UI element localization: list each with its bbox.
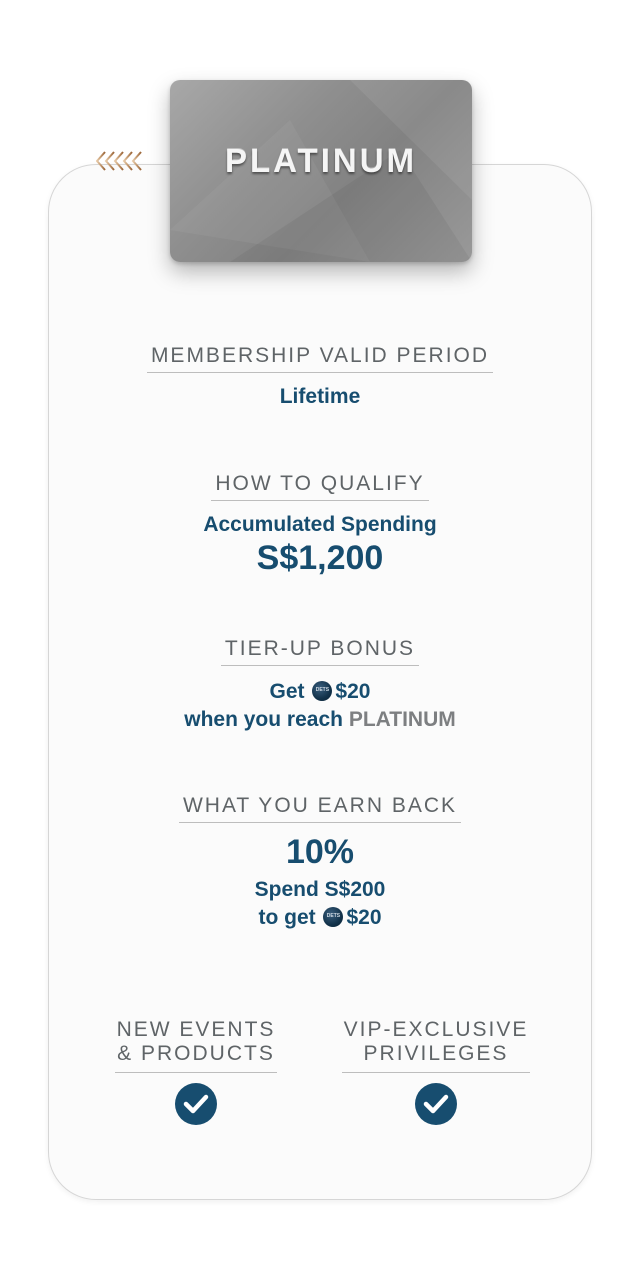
back-chevrons-icon[interactable] — [96, 148, 144, 174]
tier-up-tier-name: PLATINUM — [348, 708, 456, 731]
tier-up-heading: TIER-UP BONUS — [221, 637, 419, 666]
qualify-section — [48, 472, 592, 578]
feature-vip-privileges — [336, 1018, 536, 1073]
check-circle-icon — [414, 1082, 458, 1126]
validity-section — [48, 344, 592, 409]
earn-back-heading: WHAT YOU EARN BACK — [179, 794, 461, 823]
earn-back-percent: 10% — [285, 833, 355, 871]
tier-up-reach-prefix: when you reach — [184, 708, 343, 731]
validity-value: Lifetime — [279, 385, 361, 408]
platinum-tier-card — [170, 80, 472, 262]
tier-up-amount: $20 — [335, 680, 371, 703]
earn-back-section — [48, 794, 592, 930]
qualify-amount: S$1,200 — [256, 539, 384, 577]
check-circle-icon — [174, 1082, 218, 1126]
qualify-heading: HOW TO QUALIFY — [211, 472, 428, 501]
tier-up-section — [48, 637, 592, 732]
dets-coin-icon: DETS — [312, 681, 332, 701]
earn-back-spend-line: Spend S$200 — [254, 878, 386, 901]
qualify-line: Accumulated Spending — [203, 513, 437, 536]
earn-back-get-line — [48, 906, 592, 930]
earn-back-get-prefix: to get — [258, 906, 316, 929]
feature-new-events — [96, 1018, 296, 1073]
earn-back-amount: $20 — [346, 906, 382, 929]
validity-heading: MEMBERSHIP VALID PERIOD — [147, 344, 493, 373]
feature-vip-privileges-label: VIP-EXCLUSIVE PRIVILEGES — [342, 1018, 531, 1073]
card-tier-label: PLATINUM — [224, 142, 418, 179]
feature-new-events-label: NEW EVENTS & PRODUCTS — [115, 1018, 278, 1073]
tier-up-get-prefix: Get — [269, 680, 305, 703]
tier-up-get-line — [48, 680, 592, 704]
dets-coin-icon: DETS — [323, 907, 343, 927]
tier-up-reach-line — [48, 708, 592, 732]
